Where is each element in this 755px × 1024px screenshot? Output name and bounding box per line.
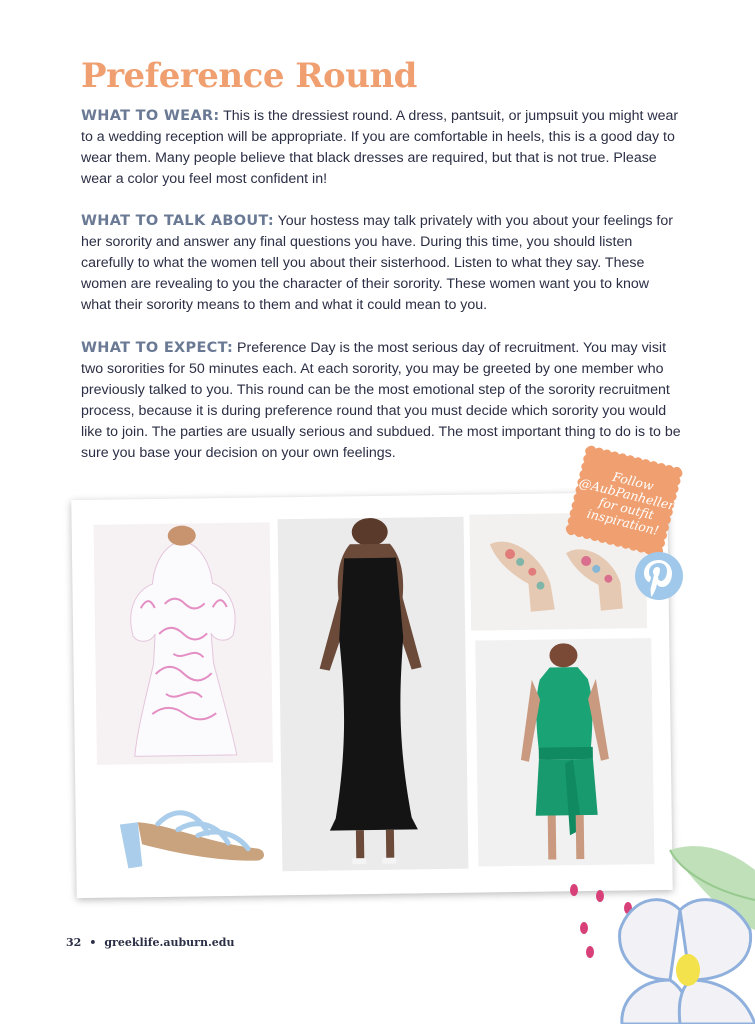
pink-dress-photo bbox=[94, 522, 273, 764]
page-number: 32 bbox=[66, 936, 82, 949]
section-body: Your hostess may talk privately with you about your feelings for her sorority and answer any final questions you have. During this time, you should listen carefully to what the women tell you about their sisterhood. Listen to what they say. These women are revealing to you the character of their sorority. These women want you to know what their sorority means to them and what it could mean to you. bbox=[81, 213, 673, 313]
page-footer bbox=[66, 936, 235, 949]
section-what-to-wear bbox=[81, 106, 681, 190]
section-what-to-talk-about bbox=[81, 211, 681, 316]
magnolia-flower-decoration bbox=[560, 830, 755, 1024]
blue-sandal-photo bbox=[97, 772, 275, 884]
page-title: Preference Round bbox=[81, 56, 417, 96]
footer-separator: • bbox=[89, 936, 97, 949]
section-body: Preference Day is the most serious day of recruitment. You may visit two sororities for 50 minutes each. At each sorority, you may be greeted by one member who previously talked to you. This round can be the most emotional step of the sorority recruitment process, because it is during preference round that you must decide which sorority you would like to join. The parties are usually serious and subdued. The most important thing to do is to be sure you base your decision on your own feelings. bbox=[81, 340, 681, 461]
section-body: This is the dressiest round. A dress, pantsuit, or jumpsuit you might wear to a wedding reception will be appropriate. If you are comfortable in heels, this is a good day to wear them. Many people believe that black dresses are required, but that is not true. Please wear a color you feel most confident in! bbox=[81, 108, 679, 187]
black-dress-photo bbox=[278, 517, 469, 872]
section-label: WHAT TO TALK ABOUT: bbox=[81, 213, 274, 229]
pinterest-icon[interactable] bbox=[634, 551, 684, 601]
stamp-text: Follow @AubPanhellenic for outfit inspiration! bbox=[577, 468, 689, 539]
section-label: WHAT TO EXPECT: bbox=[81, 340, 234, 356]
section-label: WHAT TO WEAR: bbox=[81, 108, 220, 124]
footer-site-link[interactable]: greeklife.auburn.edu bbox=[104, 936, 235, 949]
